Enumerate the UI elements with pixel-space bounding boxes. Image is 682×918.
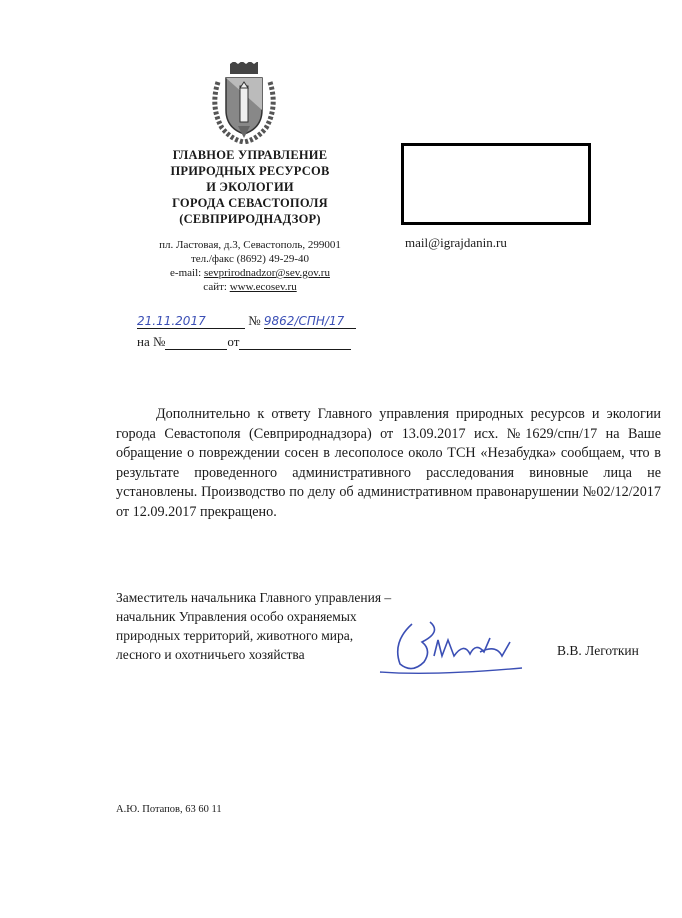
letter-body: Дополнительно к ответу Главного управления природных ресурсов и экологии города Севастополя (Севприроднадзора) от 13.09.2017 исх. №1629/спн/17 на Ваше обращение о повреждении сосен в лесополосе около ТСН «Незабудка» сообщаем, что в результате проведенного административного расследования виновные лица не установлены. Производство по делу об административном правонарушении №02/12/2017 от 12.09.2017 прекращено. — [116, 406, 661, 520]
position-line: природных территорий, животного мира, — [116, 628, 354, 643]
org-line: ПРИРОДНЫХ РЕСУРСОВ — [170, 164, 330, 178]
email-label: e-mail: — [170, 267, 204, 279]
redacted-recipient-box — [401, 143, 591, 225]
number-label: № — [248, 313, 261, 328]
org-line: (СЕВПРИРОДНАДЗОР) — [179, 212, 321, 226]
email-line — [130, 266, 370, 280]
recipient-email: mail@igrajdanin.ru — [405, 235, 507, 250]
registration-line — [137, 313, 356, 329]
ref-label: на № — [137, 334, 166, 349]
org-line: ГОРОДА СЕВАСТОПОЛЯ — [172, 196, 328, 210]
signatory-position — [116, 588, 391, 664]
executor-info: А.Ю. Потапов, 63 60 11 — [116, 804, 222, 815]
site-label: сайт: — [203, 281, 230, 293]
reference-line — [137, 334, 351, 350]
phone: тел./факс (8692) 49-29-40 — [190, 253, 310, 265]
ref-from-label: от — [227, 334, 240, 349]
registration-date: 21.11.2017 — [137, 314, 245, 329]
site-link[interactable]: www.ecosev.ru — [229, 281, 297, 293]
position-line: начальник Управления особо охраняемых — [116, 609, 357, 624]
position-line: Заместитель начальника Главного управления – — [116, 590, 392, 605]
address: пл. Ластовая, д.3, Севастополь, 299001 — [159, 239, 341, 251]
site-line — [130, 280, 370, 294]
ref-date-blank — [239, 335, 351, 350]
handwritten-signature — [372, 612, 542, 682]
org-line: ГЛАВНОЕ УПРАВЛЕНИЕ — [172, 148, 328, 162]
signatory-name: В.В. Леготкин — [557, 643, 639, 658]
position-line: лесного и охотничьего хозяйства — [116, 647, 305, 662]
coat-of-arms-icon — [208, 62, 280, 144]
org-line: И ЭКОЛОГИИ — [206, 180, 294, 194]
registration-number: 9862/СПН/17 — [264, 314, 356, 329]
ref-number-blank — [165, 335, 227, 350]
organization-name — [130, 147, 370, 227]
contact-block — [130, 238, 370, 294]
email-link[interactable]: sevprirodnadzor@sev.gov.ru — [203, 267, 330, 279]
